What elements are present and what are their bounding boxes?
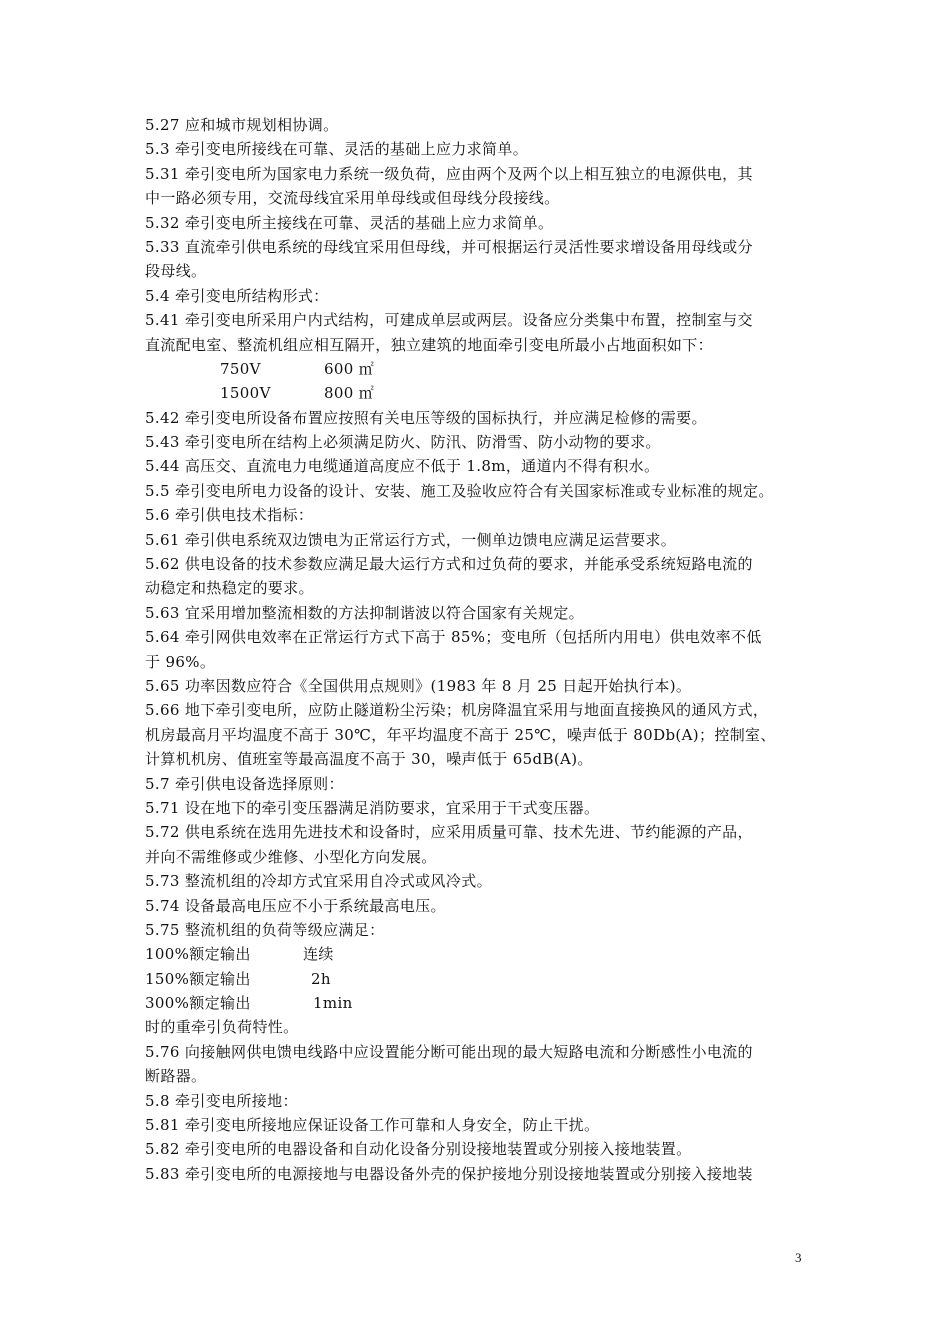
- paragraph-line: 5.8 牵引变电所接地：: [145, 1091, 298, 1110]
- area-value: 600 ㎡: [324, 359, 375, 378]
- load-table-row: [145, 967, 815, 991]
- area-voltage: 750V: [220, 359, 261, 378]
- paragraph-line: 5.31 牵引变电所为国家电力系统一级负荷，应由两个及两个以上相互独立的电源供电，其: [145, 164, 753, 183]
- area-table-row: [145, 381, 815, 405]
- paragraph-line: 5.71 设在地下的牵引变压器满足消防要求，宜采用于干式变压器。: [145, 798, 600, 817]
- load-rating: 100%额定输出: [145, 945, 251, 964]
- load-duration: 2h: [311, 969, 331, 988]
- load-table-row: [145, 991, 815, 1015]
- paragraph-line: 5.33 直流牵引供电系统的母线宜采用但母线，并可根据运行灵活性要求增设备用母线或分: [145, 237, 753, 256]
- load-duration: 连续: [303, 945, 334, 964]
- load-table-row: [145, 942, 815, 966]
- paragraph-line: 并向不需维修或少维修、小型化方向发展。: [145, 847, 437, 866]
- page-number: 3: [795, 1250, 802, 1265]
- paragraph-line: 5.66 地下牵引变电所，应防止隧道粉尘污染；机房降温宜采用与地面直接换风的通风方式，: [145, 701, 769, 720]
- paragraph-line: 计算机机房、值班室等最高温度不高于 30，噪声低于 65dB(A)。: [145, 750, 593, 769]
- paragraph-line: 时的重牵引负荷特性。: [145, 1018, 299, 1037]
- paragraph-line: 5.7 牵引供电设备选择原则：: [145, 774, 344, 793]
- paragraph-line: 5.27 应和城市规划相协调。: [145, 116, 339, 134]
- document-body: [145, 113, 815, 1186]
- paragraph-line: 5.73 整流机组的冷却方式宜采用自冷式或风冷式。: [145, 872, 492, 891]
- paragraph-line: 5.5 牵引变电所电力设备的设计、安装、施工及验收应符合有关国家标准或专业标准的规定。: [145, 481, 774, 500]
- paragraph-line: 5.42 牵引变电所设备布置应按照有关电压等级的国标执行，并应满足检修的需要。: [145, 408, 707, 427]
- paragraph-line: 5.41 牵引变电所采用户内式结构，可建成单层或两层。设备应分类集中布置，控制室与交: [145, 311, 753, 330]
- paragraph-line: 5.43 牵引变电所在结构上必须满足防火、防汛、防滑雪、防小动物的要求。: [145, 433, 661, 452]
- area-voltage: 1500V: [220, 384, 271, 403]
- paragraph-line: 5.44 高压交、直流电力电缆通道高度应不低于 1.8m，通道内不得有积水。: [145, 457, 660, 476]
- paragraph-line: 直流配电室、整流机组应相互隔开，独立建筑的地面牵引变电所最小占地面积如下：: [145, 335, 713, 354]
- paragraph-line: 5.82 牵引变电所的电器设备和自动化设备分别设接地装置或分别接入接地装置。: [145, 1140, 692, 1159]
- paragraph-line: 5.76 向接触网供电馈电线路中应设置能分断可能出现的最大短路电流和分断感性小电流的: [145, 1042, 753, 1061]
- area-value: 800 ㎡: [324, 384, 375, 403]
- load-rating: 300%额定输出: [145, 994, 251, 1013]
- paragraph-line: 5.6 牵引供电技术指标：: [145, 506, 314, 525]
- paragraph-line: 5.74 设备最高电压应不小于系统最高电压。: [145, 896, 446, 915]
- paragraph-line: 5.64 牵引网供电效率在正常运行方式下高于 85%；变电所（包括所内用电）供电效率不低: [145, 628, 762, 647]
- paragraph-line: 5.61 牵引供电系统双边馈电为正常运行方式，一侧单边馈电应满足运营要求。: [145, 530, 677, 549]
- paragraph-line: 于 96%。: [145, 652, 216, 671]
- paragraph-line: 断路器。: [145, 1067, 207, 1086]
- paragraph-line: 动稳定和热稳定的要求。: [145, 579, 314, 598]
- load-duration: 1min: [313, 994, 353, 1013]
- paragraph-line: 5.81 牵引变电所接地应保证设备工作可靠和人身安全，防止干扰。: [145, 1116, 600, 1135]
- paragraph-line: 5.62 供电设备的技术参数应满足最大运行方式和过负荷的要求，并能承受系统短路电流的: [145, 555, 753, 574]
- paragraph-line: 机房最高月平均温度不高于 30℃，年平均温度不高于 25℃，噪声低于 80Db(A)；控制室、: [145, 725, 776, 744]
- paragraph-line: 5.75 整流机组的负荷等级应满足：: [145, 920, 385, 939]
- paragraph-line: 5.72 供电系统在选用先进技术和设备时，应采用质量可靠、技术先进、节约能源的产品，: [145, 823, 753, 842]
- paragraph-line: 中一路必须专用，交流母线宜采用单母线或但母线分段接线。: [145, 189, 560, 208]
- paragraph-line: 5.4 牵引变电所结构形式：: [145, 286, 329, 305]
- paragraph-line: 5.83 牵引变电所的电源接地与电器设备外壳的保护接地分别设接地装置或分别接入接地装: [145, 1164, 753, 1183]
- paragraph-line: 段母线。: [145, 262, 207, 281]
- paragraph-line: 5.3 牵引变电所接线在可靠、灵活的基础上应力求简单。: [145, 140, 529, 159]
- area-table-row: [145, 357, 815, 381]
- paragraph-line: 5.32 牵引变电所主接线在可靠、灵活的基础上应力求简单。: [145, 213, 554, 232]
- load-rating: 150%额定输出: [145, 969, 251, 988]
- paragraph-line: 5.65 功率因数应符合《全国供用点规则》(1983 年 8 月 25 日起开始执行本)。: [145, 676, 692, 695]
- paragraph-line: 5.63 宜采用增加整流相数的方法抑制谐波以符合国家有关规定。: [145, 603, 585, 622]
